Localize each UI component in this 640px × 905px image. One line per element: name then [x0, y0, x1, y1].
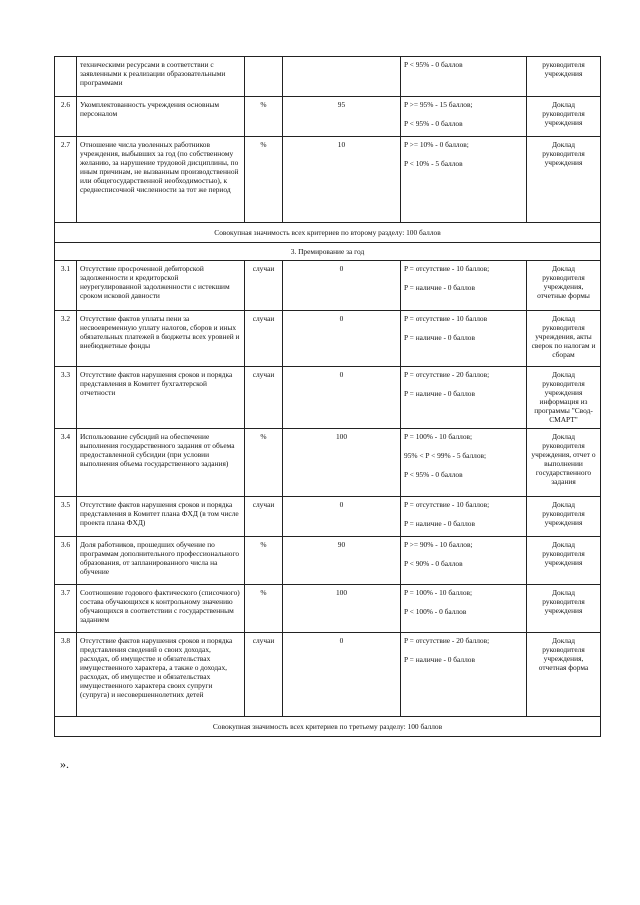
value-cell: 95	[283, 97, 401, 137]
table-row	[55, 585, 601, 633]
scale-cell	[401, 429, 527, 497]
scale-line: 95% < P < 99% - 5 баллов;	[404, 451, 487, 460]
scale-line: P < 90% - 0 баллов	[404, 559, 463, 568]
scale-line: P = наличие - 0 баллов	[404, 283, 475, 292]
source-cell: Доклад руководителя учреждения, акты сверок по налогам и сборам	[527, 311, 601, 367]
value-cell: 0	[283, 633, 401, 717]
scale-line: P = 100% - 10 баллов;	[404, 588, 473, 597]
unit-cell: %	[245, 537, 283, 585]
row-number: 3.1	[55, 261, 77, 311]
row-number: 3.2	[55, 311, 77, 367]
criterion-text: Доля работников, прошедших обучение по программам дополнительного профессионального образования, от запланированного числа на обучение	[77, 537, 245, 585]
scale-line: P = 100% - 10 баллов;	[404, 432, 473, 441]
unit-cell: %	[245, 429, 283, 497]
criterion-text: Отсутствие фактов нарушения сроков и порядка представления в Комитет бухгалтерской отчетности	[77, 367, 245, 429]
unit-cell: %	[245, 585, 283, 633]
scale-cell	[401, 585, 527, 633]
row-summary-text: Совокупная значимость всех критериев по третьему разделу: 100 баллов	[55, 717, 601, 737]
value-cell: 0	[283, 261, 401, 311]
criterion-text: Использование субсидий на обеспечение выполнения государственного задания от объема предоставленной субсидии (при условии выполнения объема государственного задания)	[77, 429, 245, 497]
value-cell	[283, 57, 401, 97]
scale-cell	[401, 497, 527, 537]
table-row	[55, 57, 601, 97]
unit-cell: случаи	[245, 633, 283, 717]
criterion-text: Отсутствие фактов нарушения сроков и порядка представления в Комитет плана ФХД (в том числе проекта плана ФХД)	[77, 497, 245, 537]
value-cell: 100	[283, 429, 401, 497]
row-number: 3.7	[55, 585, 77, 633]
scale-line: P < 100% - 0 баллов	[404, 607, 467, 616]
criterion-text: Соотношение годового фактического (списочного) состава обучающихся к контрольному значению обучающихся в соответствии с государственным заданием	[77, 585, 245, 633]
row-summary-text: 3. Премирование за год	[55, 243, 601, 261]
source-cell: Доклад руководителя учреждения	[527, 97, 601, 137]
criterion-text: Отсутствие фактов уплаты пени за несвоевременную уплату налогов, сборов и иных обязательных платежей в бюджеты всех уровней и внебюджетные фонды	[77, 311, 245, 367]
scale-line: P = отсутствие - 20 баллов;	[404, 370, 490, 379]
row-number: 3.5	[55, 497, 77, 537]
scale-cell	[401, 311, 527, 367]
scale-line: P = наличие - 0 баллов	[404, 389, 475, 398]
value-cell: 0	[283, 497, 401, 537]
scale-cell	[401, 633, 527, 717]
scale-line: P = отсутствие - 10 баллов;	[404, 500, 490, 509]
unit-cell: случаи	[245, 497, 283, 537]
row-summary-text: Совокупная значимость всех критериев по второму разделу: 100 баллов	[55, 223, 601, 243]
closing-quote: ».	[60, 757, 69, 771]
summary-row	[55, 243, 601, 261]
value-cell: 90	[283, 537, 401, 585]
summary-row	[55, 717, 601, 737]
table-row	[55, 537, 601, 585]
scale-line: P = наличие - 0 баллов	[404, 655, 475, 664]
scale-line: P = наличие - 0 баллов	[404, 333, 475, 342]
source-cell: руководителя учреждения	[527, 57, 601, 97]
scale-line: P < 10% - 5 баллов	[404, 159, 463, 168]
unit-cell	[245, 57, 283, 97]
unit-cell: %	[245, 97, 283, 137]
scale-line: P = отсутствие - 10 баллов	[404, 314, 488, 323]
source-cell: Доклад руководителя учреждения	[527, 137, 601, 223]
scale-line: P < 95% - 0 баллов	[404, 60, 463, 69]
scale-cell	[401, 57, 527, 97]
unit-cell: случаи	[245, 311, 283, 367]
unit-cell: случаи	[245, 261, 283, 311]
source-cell: Доклад руководителя учреждения информация из программы "Свод-СМАРТ"	[527, 367, 601, 429]
table-row	[55, 429, 601, 497]
table-row	[55, 261, 601, 311]
row-number: 2.7	[55, 137, 77, 223]
scale-line: P = отсутствие - 10 баллов;	[404, 264, 490, 273]
criterion-text: Укомплектованность учреждения основным персоналом	[77, 97, 245, 137]
criteria-table	[54, 56, 601, 737]
criterion-text: техническими ресурсами в соответствии с заявленными к реализации образовательными программами	[77, 57, 245, 97]
scale-cell	[401, 367, 527, 429]
row-number: 3.8	[55, 633, 77, 717]
scale-line: P >= 95% - 15 баллов;	[404, 100, 473, 109]
scale-line: P >= 90% - 10 баллов;	[404, 540, 473, 549]
source-cell: Доклад руководителя учреждения, отчетная форма	[527, 633, 601, 717]
unit-cell: случаи	[245, 367, 283, 429]
value-cell: 0	[283, 367, 401, 429]
criterion-text: Отношение числа уволенных работников учреждения, выбывших за год (по собственному желанию, за нарушение трудовой дисциплины, по иным причинам, не вызванным производственной или общегосударственной необходимостью), к среднесписочной численности за тот же период	[77, 137, 245, 223]
table-row	[55, 97, 601, 137]
scale-cell	[401, 97, 527, 137]
row-number: 2.6	[55, 97, 77, 137]
source-cell: Доклад руководителя учреждения	[527, 537, 601, 585]
table-row	[55, 137, 601, 223]
scale-line: P < 95% - 0 баллов	[404, 470, 463, 479]
row-number: 3.3	[55, 367, 77, 429]
scale-cell	[401, 537, 527, 585]
summary-row	[55, 223, 601, 243]
scale-line: P = наличие - 0 баллов	[404, 519, 475, 528]
row-number: 3.6	[55, 537, 77, 585]
value-cell: 10	[283, 137, 401, 223]
scale-cell	[401, 137, 527, 223]
table-row	[55, 311, 601, 367]
criterion-text: Отсутствие просроченной дебиторской задолженности и кредиторской неурегулированной задолженности с истекшим сроком исковой давности	[77, 261, 245, 311]
scale-line: P >= 10% - 0 баллов;	[404, 140, 469, 149]
table-row	[55, 367, 601, 429]
scale-line: P = отсутствие - 20 баллов;	[404, 636, 490, 645]
row-number: 3.4	[55, 429, 77, 497]
table-row	[55, 633, 601, 717]
scale-cell	[401, 261, 527, 311]
criterion-text: Отсутствие фактов нарушения сроков и порядка представления сведений о своих доходах, расходах, об имуществе и обязательствах имущественного характера, а также о доходах, расходах, об имуществе и обязательствах имущественного характера своих супруги (супруга) и несовершеннолетних детей	[77, 633, 245, 717]
source-cell: Доклад руководителя учреждения, отчетные формы	[527, 261, 601, 311]
table-row	[55, 497, 601, 537]
scale-line: P < 95% - 0 баллов	[404, 119, 463, 128]
value-cell: 100	[283, 585, 401, 633]
unit-cell: %	[245, 137, 283, 223]
source-cell: Доклад руководителя учреждения, отчет о выполнении государственного задания	[527, 429, 601, 497]
source-cell: Доклад руководителя учреждения	[527, 497, 601, 537]
value-cell: 0	[283, 311, 401, 367]
row-number	[55, 57, 77, 97]
source-cell: Доклад руководителя учреждения	[527, 585, 601, 633]
